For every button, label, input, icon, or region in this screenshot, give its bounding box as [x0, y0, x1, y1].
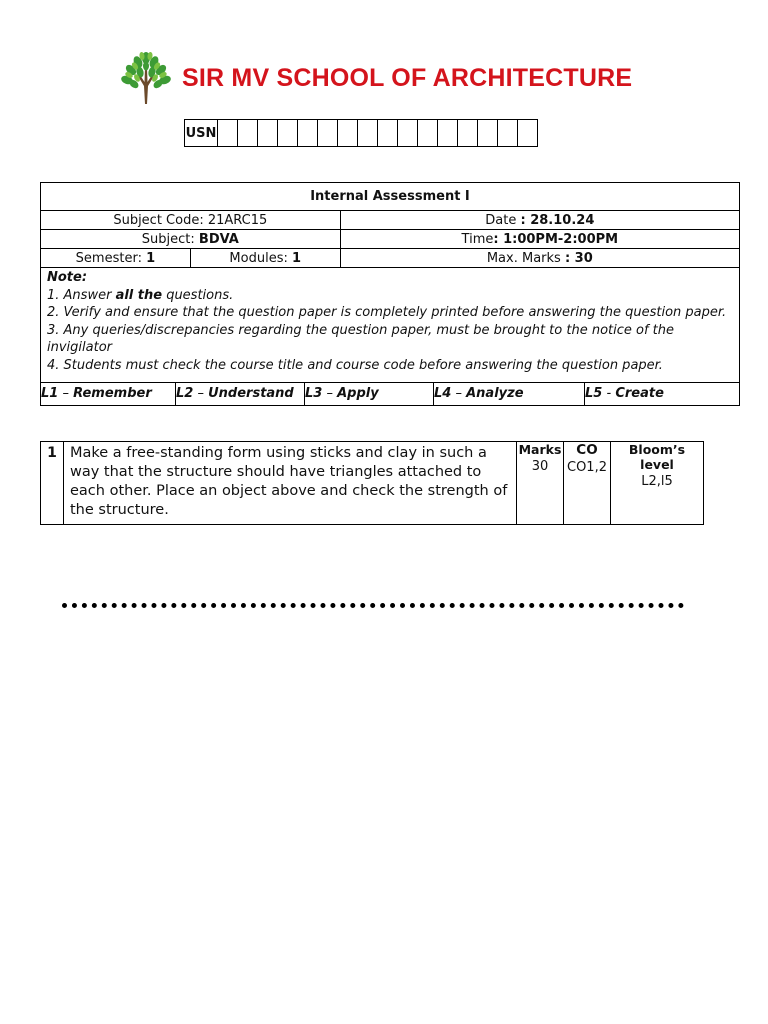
school-header: [118, 50, 632, 106]
marks-value: 30: [531, 459, 549, 474]
dotted-separator: [62, 603, 684, 608]
subject-code-value: 21ARC15: [207, 212, 268, 228]
note-1-rest: questions.: [162, 287, 234, 303]
note-line-3: 3. Any queries/discrepancies regarding the question paper, must be brought to the notice of the invigilator: [47, 322, 675, 355]
note-line-4: 4. Students must check the course title and course code before answering the question paper.: [47, 357, 663, 373]
level-code: L5: [585, 386, 603, 402]
max-marks-cell: [340, 249, 739, 268]
subject-label: Subject:: [141, 231, 199, 247]
date-cell: [340, 211, 739, 230]
usn-box[interactable]: [378, 120, 398, 147]
usn-box[interactable]: [458, 120, 478, 147]
notes-section: [41, 268, 740, 406]
level-sep: –: [451, 386, 467, 402]
semester-label: Semester:: [75, 250, 147, 266]
level-understand: [176, 383, 305, 406]
modules-cell: [190, 249, 340, 268]
level-code: L1: [41, 386, 59, 402]
level-code: L3: [305, 386, 323, 402]
level-sep: –: [193, 386, 209, 402]
date-value: : 28.10.24: [520, 212, 595, 228]
usn-box[interactable]: [218, 120, 238, 147]
modules-value: 1: [291, 250, 302, 266]
level-remember: [41, 383, 176, 406]
note-1-bold: all the: [115, 287, 163, 303]
semester-value: 1: [146, 250, 156, 266]
usn-box[interactable]: [298, 120, 318, 147]
time-cell: [340, 230, 739, 249]
usn-box[interactable]: [258, 120, 278, 147]
note-line-2: 2. Verify and ensure that the question paper is completely printed before answering the question paper.: [47, 305, 727, 320]
level-name: Apply: [337, 386, 379, 402]
levels-row: [41, 382, 739, 405]
co-cell: [564, 442, 611, 525]
school-name: SIR MV SCHOOL OF ARCHITECTURE: [182, 63, 633, 92]
tree-logo-icon: [118, 50, 174, 106]
level-name: Create: [615, 386, 664, 402]
level-code: L2: [176, 386, 194, 402]
usn-box[interactable]: [358, 120, 378, 147]
level-code: L4: [434, 386, 452, 402]
usn-label: USN: [185, 120, 218, 147]
subject-code-cell: [41, 211, 341, 230]
level-analyze: [434, 383, 585, 406]
co-label: CO: [576, 442, 598, 458]
usn-box[interactable]: [438, 120, 458, 147]
blooms-cell: [611, 442, 704, 525]
blooms-label: Bloom’s level: [628, 442, 686, 472]
level-name: Remember: [73, 386, 152, 402]
subject-code-label: Subject Code:: [113, 212, 208, 228]
usn-box[interactable]: [478, 120, 498, 147]
assessment-title: Internal Assessment I: [41, 183, 740, 211]
level-sep: –: [322, 386, 338, 402]
usn-box[interactable]: [318, 120, 338, 147]
co-value: CO1,2: [567, 460, 607, 475]
time-value: : 1:00PM-2:00PM: [493, 231, 619, 247]
level-sep: -: [602, 386, 616, 402]
notes-heading: Note:: [47, 270, 88, 285]
usn-box[interactable]: [338, 120, 358, 147]
date-label: Date: [485, 212, 521, 228]
level-apply: [305, 383, 434, 406]
usn-box[interactable]: [418, 120, 438, 147]
usn-box[interactable]: [498, 120, 518, 147]
semester-cell: [41, 249, 191, 268]
marks-label: Marks: [518, 442, 562, 457]
note-1-text: 1. Answer: [47, 287, 116, 303]
subject-cell: [41, 230, 341, 249]
usn-box[interactable]: [518, 120, 538, 147]
blooms-value: L2,l5: [641, 474, 673, 489]
usn-box[interactable]: [278, 120, 298, 147]
modules-label: Modules:: [229, 250, 292, 266]
level-create: [585, 383, 740, 406]
question-table: [40, 441, 704, 525]
assessment-table: [40, 182, 740, 406]
time-label: Time: [461, 231, 494, 247]
level-sep: –: [58, 386, 74, 402]
max-marks-value: : 30: [564, 250, 593, 266]
usn-box[interactable]: [238, 120, 258, 147]
usn-grid: [184, 119, 538, 147]
question-text: Make a free-standing form using sticks and clay in such a way that the structure should have triangles attached to each other. Place an object above and check the strength of the structure.: [64, 442, 517, 525]
usn-box[interactable]: [398, 120, 418, 147]
note-line-1: [47, 287, 733, 305]
marks-cell: [517, 442, 564, 525]
question-number: 1: [41, 442, 64, 525]
max-marks-label: Max. Marks: [486, 250, 565, 266]
subject-value: BDVA: [198, 231, 239, 247]
level-name: Understand: [208, 386, 294, 402]
level-name: Analyze: [466, 386, 524, 402]
